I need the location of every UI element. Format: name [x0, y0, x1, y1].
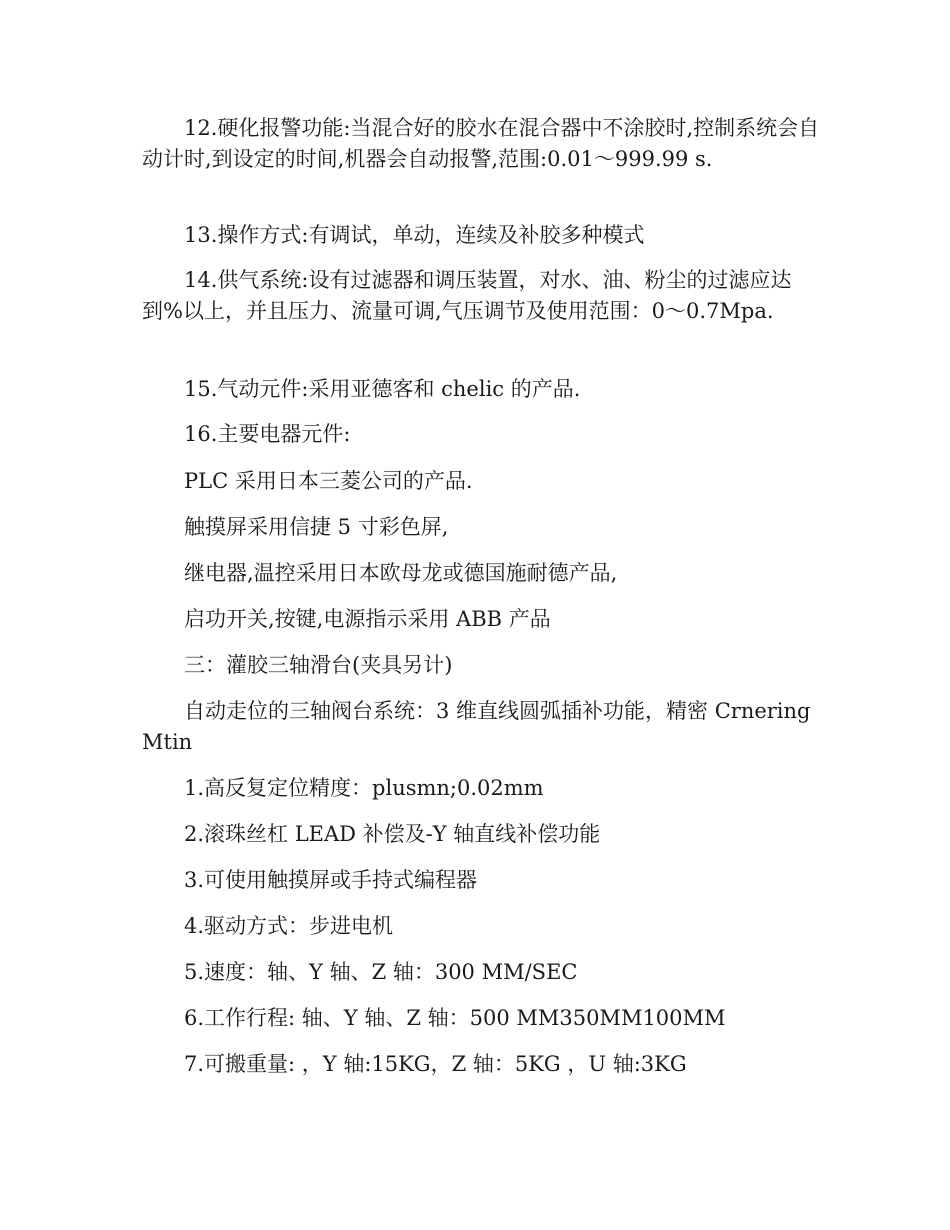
list-item-6: 6.工作行程: 轴、Y 轴、Z 轴：500 MM350MM100MM [184, 1006, 726, 1030]
list-item-7: 7.可搬重量: ，Y 轴:15KG，Z 轴：5KG ，U 轴:3KG [184, 1052, 687, 1076]
paragraph-15-pneumatic-parts: 15.气动元件:采用亚德客和 chelic 的产品. [184, 377, 581, 401]
paragraph-relay: 继电器,温控采用日本欧母龙或德国施耐德产品, [184, 561, 618, 585]
list-item-4: 4.驱动方式：步进电机 [184, 914, 394, 938]
list-item-1: 1.高反复定位精度：plusmn;0.02mm [184, 776, 544, 800]
paragraph-auto-positioning: 自动走位的三轴阀台系统：3 维直线圆弧插补功能，精密 Crnering Mtin [142, 699, 811, 754]
list-item-5: 5.速度：轴、Y 轴、Z 轴：300 MM/SEC [184, 960, 578, 984]
paragraph-16-electrical-parts: 16.主要电器元件: [184, 422, 351, 446]
list-item-2: 2.滚珠丝杠 LEAD 补偿及-Y 轴直线补偿功能 [184, 822, 601, 846]
paragraph-14-air-supply: 14.供气系统:设有过滤器和调压装置，对水、油、粉尘的过滤应达到%以上，并且压力、流量可调,气压调节及使用范围：0～0.7Mpa. [142, 268, 792, 323]
paragraph-12-hardening-alarm: 12.硬化报警功能:当混合好的胶水在混合器中不涂胶时,控制系统会自动计时,到设定的时间,机器会自动报警,范围:0.01～999.99 s. [142, 116, 820, 171]
paragraph-plc: PLC 采用日本三菱公司的产品. [184, 469, 473, 493]
list-item-3: 3.可使用触摸屏或手持式编程器 [184, 868, 478, 892]
section-heading-three: 三：灌胶三轴滑台(夹具另计) [184, 653, 453, 677]
paragraph-touchscreen: 触摸屏采用信捷 5 寸彩色屏, [184, 515, 449, 539]
paragraph-13-operation-mode: 13.操作方式:有调试，单动，连续及补胶多种模式 [184, 223, 645, 247]
paragraph-switches: 启功开关,按键,电源指示采用 ABB 产品 [184, 607, 551, 631]
